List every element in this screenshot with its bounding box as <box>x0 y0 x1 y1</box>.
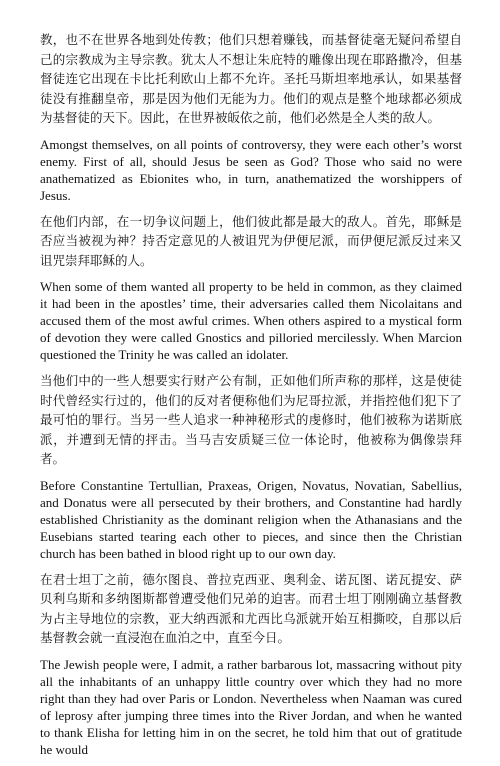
document-page <box>40 30 462 766</box>
paragraph-en-4: The Jewish people were, I admit, a rather barbarous lot, massacring without pity all the inhabitants of an unhappy little country over which they had no more right than they had over Paris or London. Nevertheless when Naaman was cured of leprosy after jumping three times into the River Jordan, and when he wanted to thank Elisha for letting him in on the secret, he told him that out of gratitude he would <box>40 656 462 757</box>
paragraph-en-3: Before Constantine Tertullian, Praxeas, Origen, Novatus, Novatian, Sabellius, and Donatus were all persecuted by their brothers, and Constantine had hardly established Christianity as the dominant religion when the Athanasians and the Eusebians started tearing each other to pieces, and since then the Christian church has been bathed in blood right up to our own day. <box>40 477 462 561</box>
paragraph-zh-4: 在君士坦丁之前，德尔图良、普拉克西亚、奥利金、诺瓦图、诺瓦提安、萨贝利乌斯和多纳图斯都曾遭受他们兄弟的迫害。而君士坦丁刚刚确立基督教为占主导地位的宗教，亚大纳西派和尤西比乌派就开始互相撕咬，自那以后基督教会就一直浸泡在血泊之中，直至今日。 <box>40 571 462 645</box>
paragraph-en-2: When some of them wanted all property to be held in common, as they claimed it had been in the apostles’ time, their adversaries called them Nicolaitans and accused them of the most awful crimes. When others aspired to a mystical form of devotion they were called Gnostics and pilloried mercilessly. When Marcion questioned the Trinity he was called an idolater. <box>40 279 462 362</box>
paragraph-zh-1: 教，也不在世界各地到处传教；他们只想着赚钱，而基督徒毫无疑问希望自己的宗教成为主导宗教。犹太人不想让朱庇特的雕像出现在耶路撒冷，但基督徒连它出现在卡比托利欧山上都不允许。圣托马斯坦率地承认，如果基督徒没有推翻皇帝，那是因为他们无能为力。他们的观点是整个地球都必须成为基督徒的天下。因此，在世界被皈依之前，他们必然是全人类的敌人。 <box>40 32 462 125</box>
paragraph-en-1: Amongst themselves, on all points of controversy, they were each other’s worst enemy. First of all, should Jesus be seen as God? Those who said no were anathematized as Ebionites who, in turn, anathematized the worshippers of Jesus. <box>40 136 462 203</box>
paragraph-zh-3: 当他们中的一些人想要实行财产公有制，正如他们所声称的那样，这是使徒时代曾经实行过的，他们的反对者便称他们为尼哥拉派，并指控他们犯下了最可怕的罪行。当另一些人追求一种神秘形式的虔修时，他们被称为诺斯底派，并遭到无情的抨击。当马吉安质疑三位一体论时，他被称为偶像崇拜者。 <box>40 373 462 466</box>
paragraph-zh-2: 在他们内部，在一切争议问题上，他们彼此都是最大的敌人。首先，耶稣是否应当被视为神？持否定意见的人被诅咒为伊便尼派，而伊便尼派反过来又诅咒崇拜耶稣的人。 <box>40 213 462 268</box>
